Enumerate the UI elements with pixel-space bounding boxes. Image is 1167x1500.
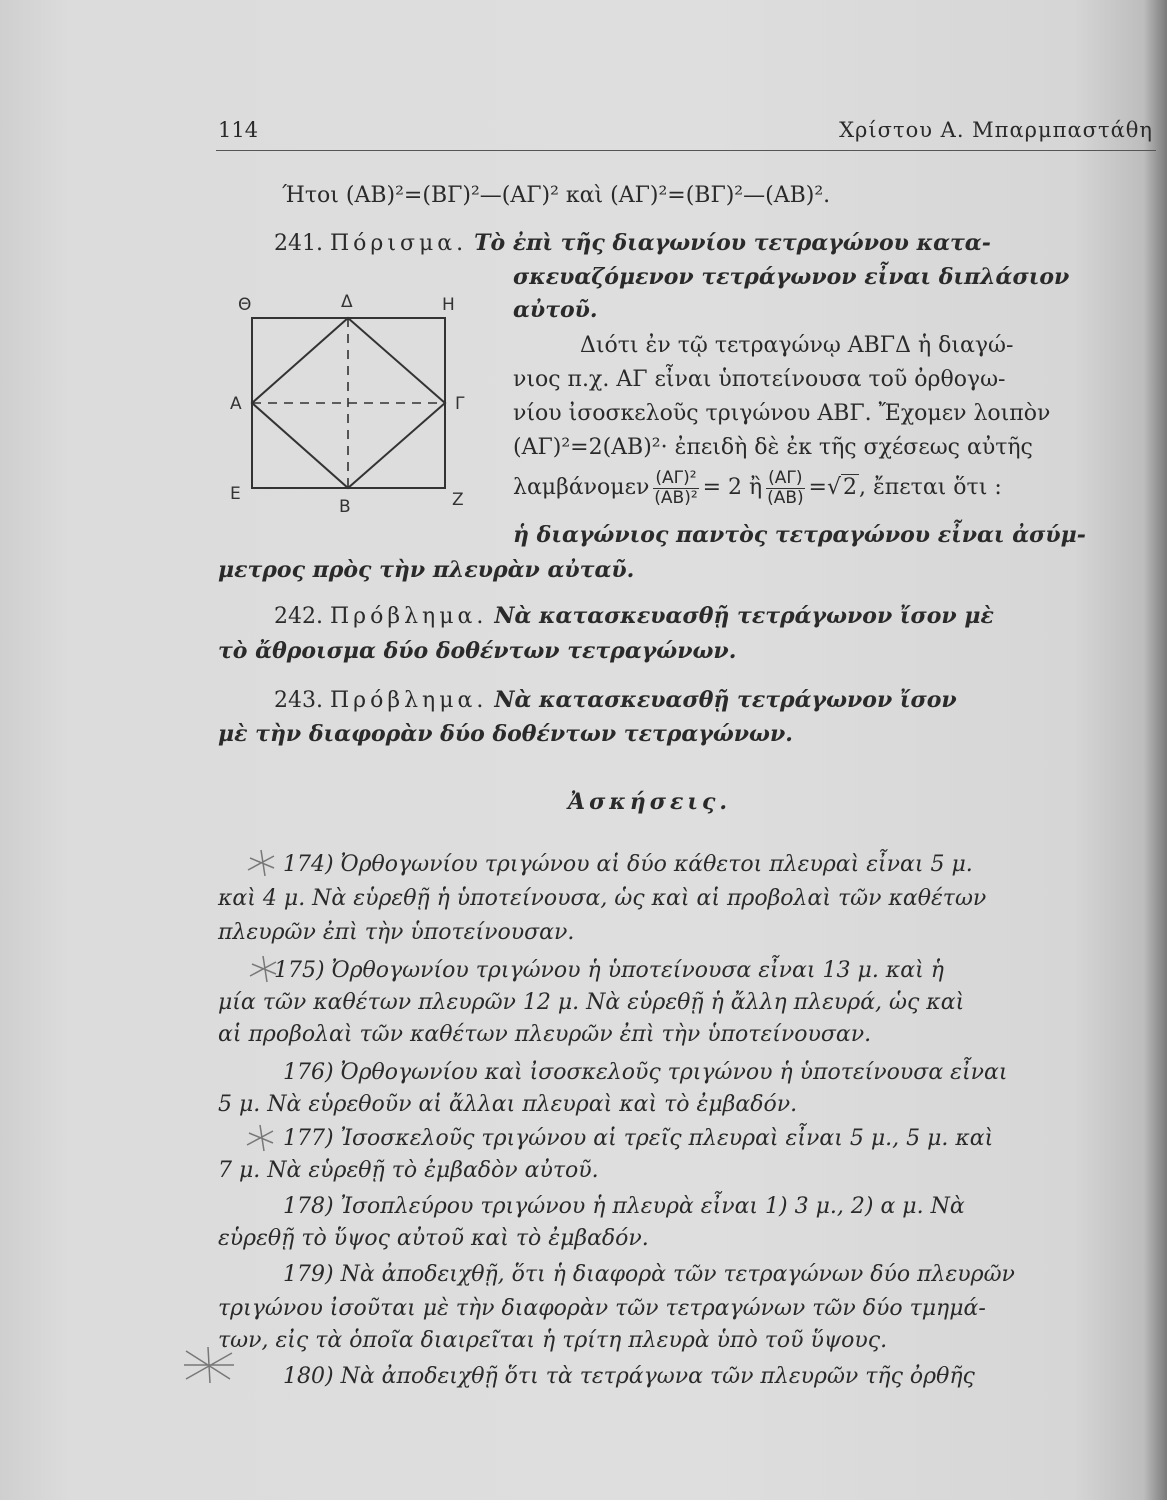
frac1-numerator: (ΑΓ)² xyxy=(655,467,697,488)
pencil-star-mark-icon xyxy=(244,848,278,880)
label-theta: Θ xyxy=(238,295,252,315)
s241-number: 241. xyxy=(274,231,323,256)
s243-text-2: μὲ τὴν διαφορὰν δύο δοθέντων τετραγώνων. xyxy=(218,721,793,747)
s242-text-1: Νὰ κατασκευασθῇ τετράγωνον ἴσον μὲ xyxy=(494,603,994,629)
intro-equation: Ήτοι (ΑΒ)²=(ΒΓ)²—(ΑΓ)² καὶ (ΑΓ)²=(ΒΓ)²—(ΑΒ)². xyxy=(282,183,831,208)
fraction-ag2-ab2 xyxy=(653,469,698,508)
exercise-174-line-2: καὶ 4 μ. Νὰ εὑρεθῇ ἡ ὑποτείνουσα, ὡς καὶ αἱ προβολαὶ τῶν καθέτων xyxy=(218,886,987,911)
s242-text-2: τὸ ἄθροισμα δύο δοθέντων τετραγώνων. xyxy=(218,638,737,664)
exercise-174-line-1: 174) Ὀρθογωνίου τριγώνου αἱ δύο κάθετοι πλευραὶ εἶναι 5 μ. xyxy=(283,852,973,877)
exercise-177-line-2: 7 μ. Νὰ εὑρεθῇ τὸ ἐμβαδὸν αὐτοῦ. xyxy=(218,1158,599,1183)
s241-proof-5-end: , ἔπεται ὅτι : xyxy=(859,475,1002,500)
s241-conclusion-1: ἡ διαγώνιος παντὸς τετραγώνου εἶναι ἀσύμ- xyxy=(513,522,1086,548)
s241-proof-3: νίου ἰσοσκελοῦς τριγώνου ΑΒΓ. Ἔχομεν λοιπὸν xyxy=(513,401,1051,426)
square-diagonal-figure xyxy=(220,285,500,525)
exercise-178-line-2: εὑρεθῇ τὸ ὕψος αὐτοῦ καὶ τὸ ἐμβαδόν. xyxy=(218,1226,649,1251)
exercise-180-line-1: 180) Νὰ ἀποδειχθῇ ὅτι τὰ τετράγωνα τῶν πλευρῶν τῆς ὀρθῆς xyxy=(283,1364,975,1389)
exercise-178-line-1: 178) Ἰσοπλεύρου τριγώνου ἡ πλευρὰ εἶναι 1) 3 μ., 2) α μ. Νὰ xyxy=(283,1194,965,1219)
exercise-174-line-3: πλευρῶν ἐπὶ τὴν ὑποτείνουσαν. xyxy=(218,920,575,945)
s241-heading xyxy=(274,230,991,257)
label-eta: Η xyxy=(442,295,455,315)
running-head-author: Χρίστου Α. Μπαρμπαστάθη xyxy=(839,118,1153,142)
s242-label: Πρόβλημα. xyxy=(329,604,488,629)
exercises-heading: Ἀσκήσεις. xyxy=(568,789,732,815)
exercise-179-line-2: τριγώνου ἰσοῦται μὲ τὴν διαφορὰν τῶν τετραγώνων τῶν δύο τμημά- xyxy=(218,1296,986,1321)
exercise-179-line-3: των, εἰς τὰ ὁποῖα διαιρεῖται ἡ τρίτη πλευρὰ ὑπὸ τοῦ ὕψους. xyxy=(218,1328,888,1353)
exercise-179-line-1: 179) Νὰ ἀποδειχθῇ, ὅτι ἡ διαφορὰ τῶν τετραγώνων δύο πλευρῶν xyxy=(283,1262,1015,1287)
exercise-175-line-1: 175) Ὀρθογωνίου τριγώνου ἡ ὑποτείνουσα εἶναι 13 μ. καὶ ἡ xyxy=(274,958,944,983)
sqrt-argument: 2 xyxy=(843,475,857,500)
exercise-175-line-3: αἱ προβολαὶ τῶν καθέτων πλευρῶν ἐπὶ τὴν ὑποτείνουσαν. xyxy=(218,1022,872,1047)
fraction-ag-ab xyxy=(766,469,804,508)
s243-heading xyxy=(274,687,957,714)
frac2-numerator: (ΑΓ) xyxy=(768,467,803,488)
s241-proof-4: (ΑΓ)²=2(ΑΒ)²· ἐπειδὴ δὲ ἐκ τῆς σχέσεως αὐτῆς xyxy=(513,435,1033,460)
s243-number: 243. xyxy=(274,688,323,713)
pencil-star-mark-icon xyxy=(243,1123,277,1155)
label-zeta: Ζ xyxy=(452,490,464,510)
exercise-177-line-1: 177) Ἰσοσκελοῦς τριγώνου αἱ τρεῖς πλευραὶ εἶναι 5 μ., 5 μ. καὶ xyxy=(283,1126,994,1151)
exercise-176-line-1: 176) Ὀρθογωνίου καὶ ἰσοσκελοῦς τριγώνου ἡ ὑποτείνουσα εἶναι xyxy=(283,1060,1008,1085)
frac2-denominator: (ΑΒ) xyxy=(767,487,804,508)
label-epsilon: Ε xyxy=(230,484,241,504)
label-delta: Δ xyxy=(341,292,353,312)
s241-statement-2: σκευαζόμενον τετράγωνον εἶναι διπλάσιον xyxy=(513,264,1070,290)
s241-proof-2: νιος π.χ. ΑΓ εἶναι ὑποτείνουσα τοῦ ὀρθογω- xyxy=(513,367,1006,392)
equals-two: = 2 ἢ xyxy=(702,475,763,500)
exercise-175-line-2: μία τῶν καθέτων πλευρῶν 12 μ. Νὰ εὑρεθῇ ἡ ἄλλη πλευρά, ὡς καὶ xyxy=(218,990,965,1015)
label-gamma: Γ xyxy=(455,394,465,414)
s241-conclusion-2: μετρος πρὸς τὴν πλευρὰν αὐταῦ. xyxy=(218,557,635,583)
header-rule xyxy=(216,150,1156,151)
s242-heading xyxy=(274,603,994,630)
s243-text-1: Νὰ κατασκευασθῇ τετράγωνον ἴσον xyxy=(494,687,957,713)
s241-proof-5 xyxy=(513,466,1002,510)
s241-statement-3: αὐτοῦ. xyxy=(513,297,598,323)
exercise-176-line-2: 5 μ. Νὰ εὑρεθοῦν αἱ ἄλλαι πλευραὶ καὶ τὸ ἐμβαδόν. xyxy=(218,1092,798,1117)
frac1-denominator: (ΑΒ)² xyxy=(654,487,698,508)
s241-proof-5-start: λαμβάνομεν xyxy=(513,475,650,500)
s243-label: Πρόβλημα. xyxy=(329,688,488,713)
s241-statement-1: Τὸ ἐπὶ τῆς διαγωνίου τετραγώνου κατα- xyxy=(474,230,991,256)
label-beta: Β xyxy=(339,497,351,517)
equals-sqrt: =√ xyxy=(808,475,841,500)
s241-proof-1: Διότι ἐν τῷ τετραγώνῳ ΑΒΓΔ ἡ διαγώ- xyxy=(580,333,1014,358)
s241-label: Πόρισμα. xyxy=(329,231,468,256)
label-alpha: Α xyxy=(230,394,242,414)
page-number: 114 xyxy=(218,118,259,142)
s242-number: 242. xyxy=(274,604,323,629)
